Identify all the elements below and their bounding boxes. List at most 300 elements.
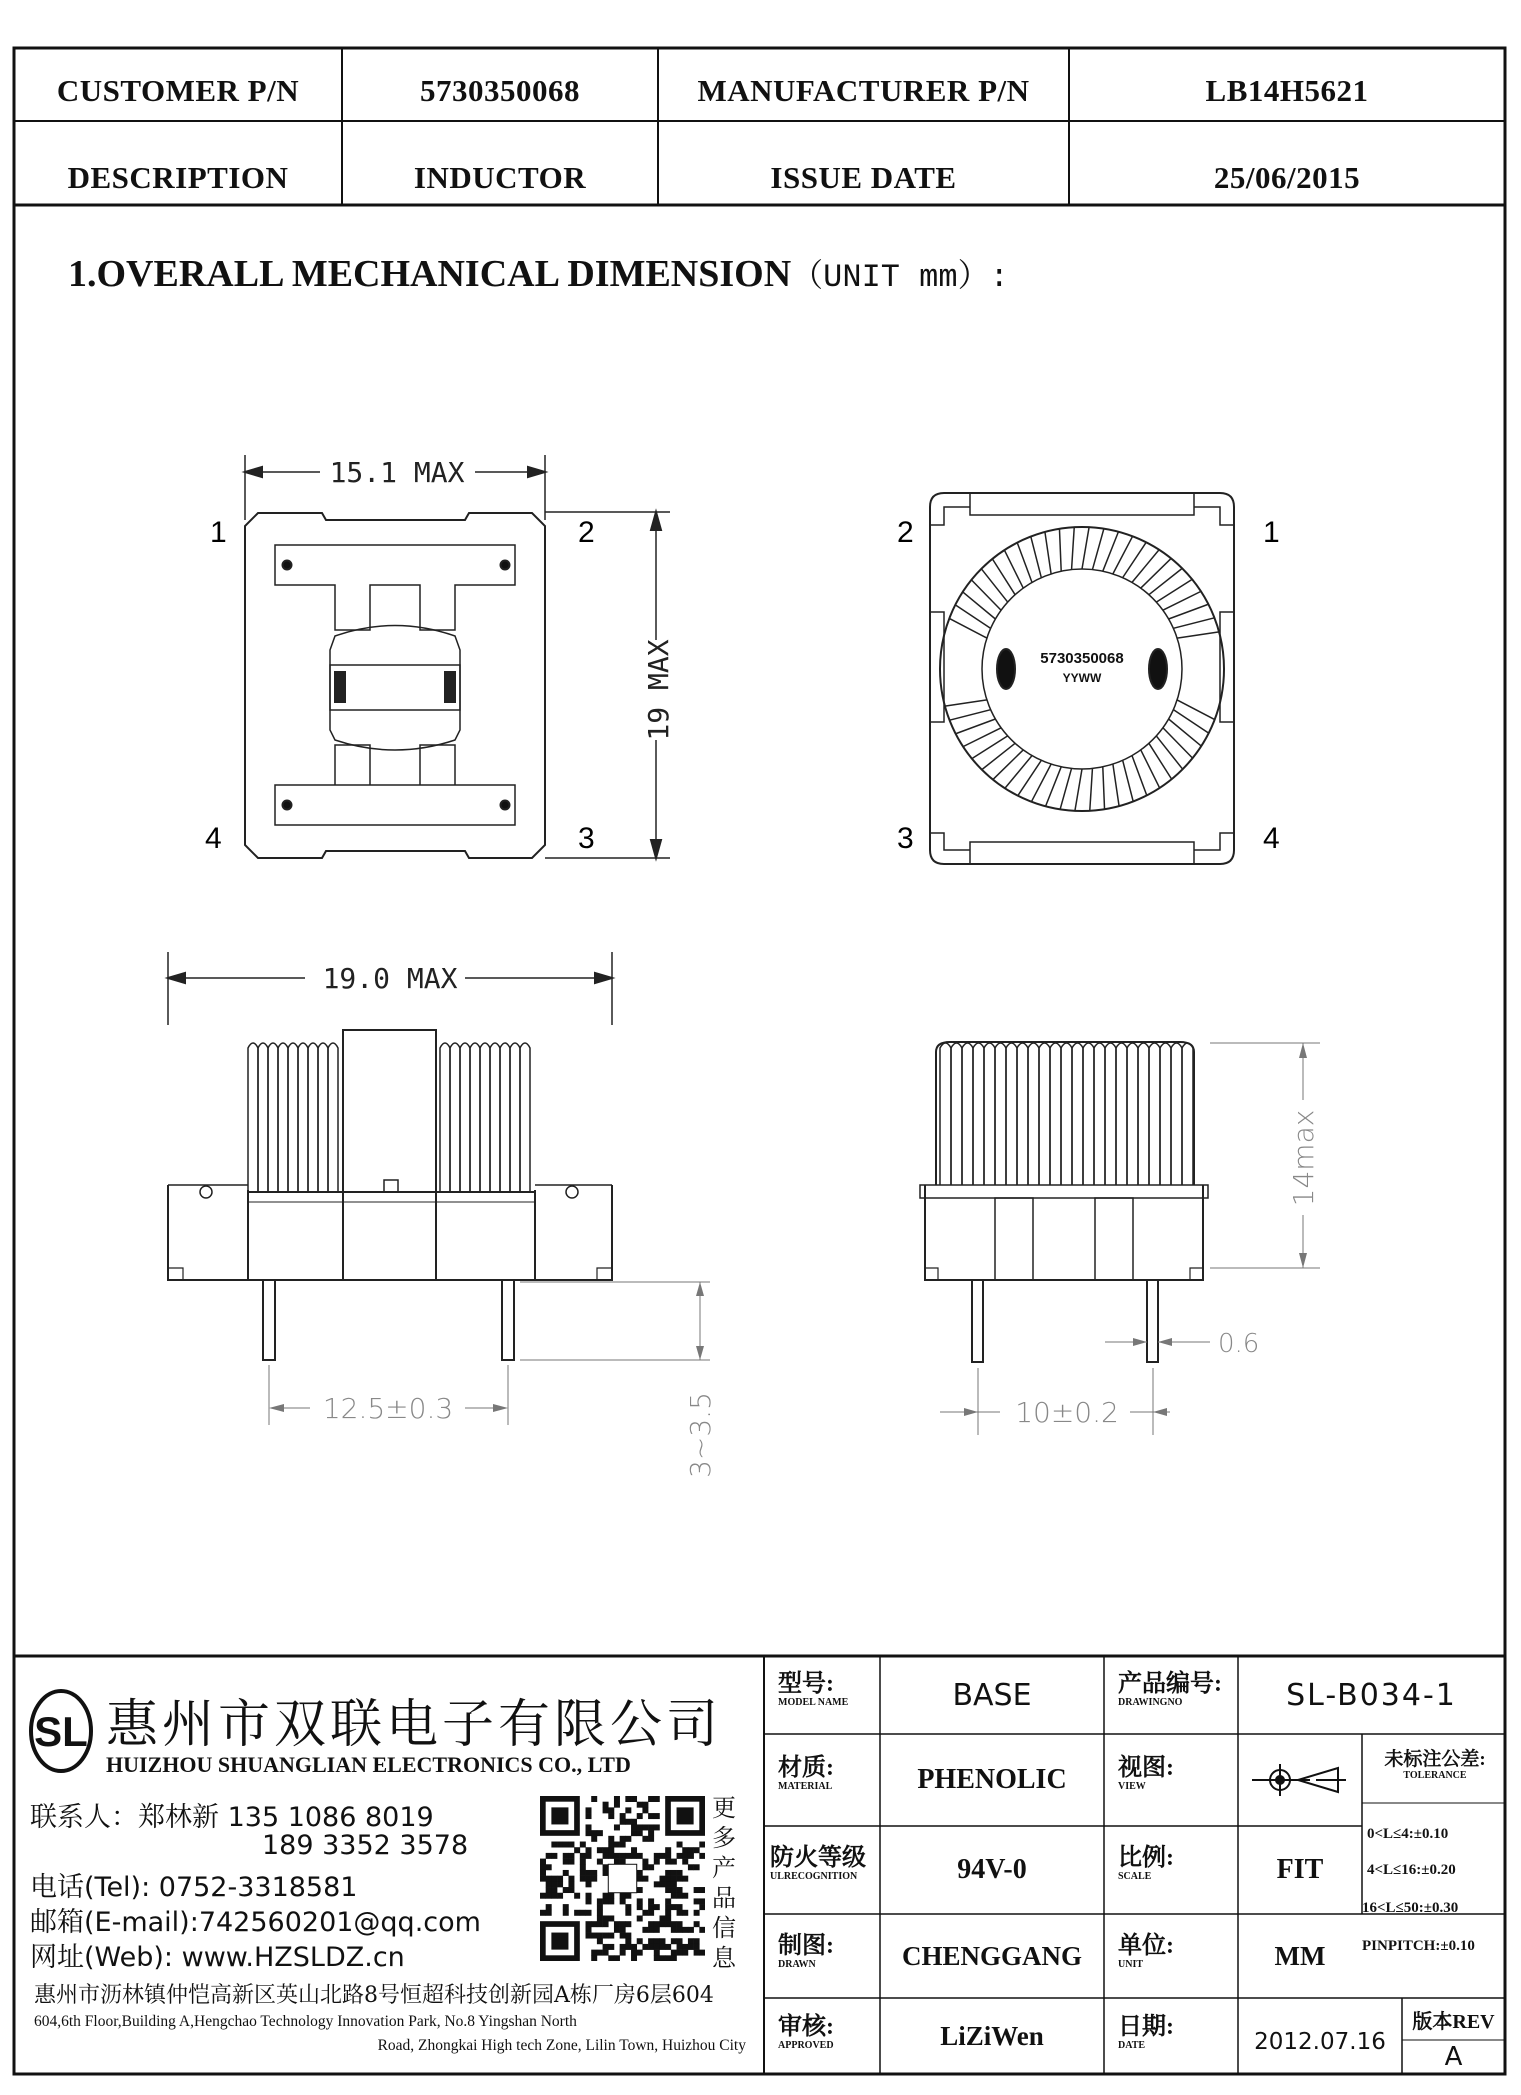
qr-module: [580, 1842, 586, 1848]
qr-module: [631, 1830, 637, 1836]
pin-label-4: 4: [205, 822, 222, 855]
tb-unit-label: 单位: UNIT: [1118, 1933, 1174, 1970]
qr-module: [694, 1898, 700, 1904]
qr-module: [654, 1813, 660, 1819]
qr-module: [625, 1893, 631, 1899]
qr-module: [546, 1910, 552, 1916]
winding-rib: [450, 1043, 460, 1192]
qr-module: [620, 1933, 626, 1939]
winding-turn: [1169, 604, 1209, 619]
qr-module: [671, 1870, 677, 1876]
qr-module: [546, 1853, 552, 1859]
qr-module: [608, 1915, 614, 1921]
winding-turn: [1075, 769, 1082, 811]
tolerance-line-4: PINPITCH:±0.10: [1362, 1938, 1475, 1954]
qr-module: [620, 1921, 626, 1927]
qr-module: [677, 1950, 683, 1956]
dim-top-height: 19 MAX: [642, 639, 675, 741]
qr-module: [665, 1847, 671, 1853]
qr-module: [603, 1915, 609, 1921]
qr-module: [580, 1876, 586, 1882]
winding-rib: [940, 1043, 951, 1185]
qr-module: [625, 1819, 631, 1825]
qr-module: [654, 1938, 660, 1944]
dim-pin-diameter: 0.6: [1218, 1329, 1260, 1359]
winding-turn: [993, 750, 1023, 780]
qr-module: [625, 1796, 631, 1802]
winding-turn: [1103, 767, 1105, 809]
logo-letters: SL: [34, 1708, 88, 1755]
qr-center-logo: [608, 1864, 636, 1892]
winding-turn: [1113, 764, 1119, 806]
qr-module: [631, 1950, 637, 1956]
company-name-en: HUIZHOU SHUANGLIAN ELECTRONICS CO., LTD: [106, 1752, 631, 1777]
winding-rib: [1083, 1043, 1094, 1185]
qr-module: [563, 1870, 569, 1876]
tb-unit-value: MM: [1274, 1940, 1326, 1971]
tb-drawing-label: 产品编号: DRAWINGNO: [1118, 1671, 1222, 1708]
qr-module: [603, 1898, 609, 1904]
qr-module: [694, 1847, 700, 1853]
qr-module: [540, 1910, 546, 1916]
qr-module: [540, 1893, 546, 1899]
qr-module: [614, 1859, 620, 1865]
qr-module: [591, 1955, 597, 1961]
qr-module: [603, 1893, 609, 1899]
qr-module: [580, 1859, 586, 1865]
winding-rib: [973, 1043, 984, 1185]
qr-module: [608, 1955, 614, 1961]
winding-rib: [278, 1043, 288, 1192]
qr-module: [642, 1802, 648, 1808]
winding-rib: [318, 1043, 328, 1192]
winding-rib: [500, 1043, 510, 1192]
qr-module: [648, 1927, 654, 1933]
qr-module: [671, 1876, 677, 1882]
qr-module: [597, 1933, 603, 1939]
qr-module: [591, 1921, 597, 1927]
qr-module: [637, 1830, 643, 1836]
qr-module: [563, 1910, 569, 1916]
tb-model-label: 型号: MODEL NAME: [778, 1671, 849, 1708]
qr-module: [591, 1796, 597, 1802]
winding-rib: [308, 1043, 318, 1192]
qr-module: [654, 1853, 660, 1859]
winding-turn: [963, 592, 996, 619]
front-view: [920, 1042, 1320, 1435]
qr-module: [620, 1893, 626, 1899]
winding-turn: [1103, 532, 1119, 571]
qr-module: [625, 1921, 631, 1927]
qr-module: [597, 1904, 603, 1910]
qr-module: [648, 1796, 654, 1802]
qr-module: [597, 1910, 603, 1916]
winding-turn: [1082, 527, 1089, 569]
qr-module: [654, 1955, 660, 1961]
qr-module: [603, 1921, 609, 1927]
qr-module: [682, 1893, 688, 1899]
qr-module: [563, 1904, 569, 1910]
winding-turn: [1031, 537, 1042, 578]
qr-module: [586, 1893, 592, 1899]
tb-scale-label: 比例: SCALE: [1118, 1845, 1174, 1882]
qr-module: [699, 1853, 705, 1859]
qr-module: [574, 1893, 580, 1899]
qr-module: [568, 1887, 574, 1893]
qr-module: [614, 1802, 620, 1808]
qr-module: [694, 1921, 700, 1927]
qr-module: [648, 1938, 654, 1944]
company-address-cn: 惠州市沥林镇仲恺高新区英山北路8号恒超科技创新园A栋厂房6层604: [34, 1983, 714, 2008]
qr-module: [603, 1870, 609, 1876]
qr-module: [659, 1915, 665, 1921]
qr-module: [671, 1893, 677, 1899]
tolerance-line-2: 4<L≤16:±0.20: [1367, 1862, 1456, 1878]
coil-pin-label-4: 4: [1263, 822, 1280, 855]
qr-module: [654, 1796, 660, 1802]
qr-module: [688, 1847, 694, 1853]
top-view: [245, 455, 670, 858]
qr-module: [688, 1927, 694, 1933]
qr-module: [654, 1904, 660, 1910]
qr-module: [603, 1944, 609, 1950]
qr-module: [614, 1842, 620, 1848]
issue-date-label: ISSUE DATE: [770, 159, 957, 195]
winding-rib: [1050, 1043, 1061, 1185]
qr-module: [659, 1853, 665, 1859]
qr-module: [637, 1898, 643, 1904]
winding-turn: [1141, 558, 1171, 588]
qr-module: [620, 1927, 626, 1933]
qr-module: [586, 1898, 592, 1904]
qr-module: [551, 1842, 557, 1848]
coil-pin-label-2: 2: [897, 516, 914, 549]
qr-module: [625, 1910, 631, 1916]
manufacturer-pn-value: LB14H5621: [1205, 72, 1369, 108]
winding-rib: [1105, 1043, 1116, 1185]
qr-module: [688, 1938, 694, 1944]
qr-module: [597, 1859, 603, 1865]
qr-module: [568, 1876, 574, 1882]
company-web: 网址(Web): www.HZSLDZ.cn: [30, 1942, 405, 1973]
qr-module: [677, 1876, 683, 1882]
qr-finder-core: [677, 1807, 694, 1824]
tb-date-label: 日期: DATE: [1118, 2014, 1174, 2051]
side-view: [168, 952, 710, 1425]
tolerance-line-3: 16<L≤50:±0.30: [1362, 1900, 1459, 1916]
qr-module: [671, 1859, 677, 1865]
qr-module: [637, 1876, 643, 1882]
winding-rib: [480, 1043, 490, 1192]
winding-turn: [1090, 768, 1093, 810]
winding-rib: [1127, 1043, 1138, 1185]
qr-module: [694, 1910, 700, 1916]
winding-turn: [1060, 768, 1071, 809]
qr-module: [603, 1853, 609, 1859]
qr-module: [637, 1824, 643, 1830]
qr-module: [637, 1802, 643, 1808]
qr-module: [654, 1921, 660, 1927]
qr-module: [603, 1807, 609, 1813]
qr-module: [608, 1893, 614, 1899]
qr-module: [586, 1847, 592, 1853]
qr-module: [608, 1813, 614, 1819]
winding-rib: [298, 1043, 308, 1192]
qr-module: [682, 1853, 688, 1859]
winding-turn: [1072, 527, 1075, 569]
tb-view-label: 视图: VIEW: [1118, 1755, 1174, 1792]
qr-module: [648, 1824, 654, 1830]
qr-module: [597, 1830, 603, 1836]
tb-date-value: 2012.07.16: [1254, 2029, 1386, 2055]
logo-mark: [26, 1686, 96, 1776]
qr-module: [557, 1893, 563, 1899]
qr-module: [654, 1881, 660, 1887]
qr-module: [648, 1944, 654, 1950]
qr-module: [637, 1950, 643, 1956]
qr-module: [620, 1836, 626, 1842]
qr-module: [677, 1887, 683, 1893]
qr-module: [586, 1881, 592, 1887]
qr-module: [659, 1938, 665, 1944]
qr-module: [625, 1807, 631, 1813]
qr-module: [586, 1824, 592, 1830]
qr-module: [694, 1864, 700, 1870]
winding-rib: [288, 1043, 298, 1192]
qr-module: [586, 1933, 592, 1939]
qr-module: [699, 1842, 705, 1848]
winding-turn: [1092, 529, 1103, 570]
qr-module: [568, 1842, 574, 1848]
qr-module: [620, 1898, 626, 1904]
qr-module: [648, 1864, 654, 1870]
winding-turn: [1017, 543, 1032, 583]
qr-module: [648, 1836, 654, 1842]
qr-module: [603, 1933, 609, 1939]
winding-turn: [982, 743, 1015, 769]
tb-rev-value: A: [1444, 2042, 1463, 2072]
tb-drawn-value: CHENGGANG: [901, 1940, 1082, 1971]
winding-rib: [460, 1043, 470, 1192]
qr-module: [586, 1853, 592, 1859]
winding-turn: [1169, 719, 1202, 746]
winding-rib: [248, 1043, 258, 1192]
qr-module: [654, 1859, 660, 1865]
winding-turn: [1005, 756, 1032, 789]
qr-module: [551, 1876, 557, 1882]
qr-module: [620, 1813, 626, 1819]
qr-module: [682, 1847, 688, 1853]
qr-module: [551, 1887, 557, 1893]
qr-caption: 更多产品信息: [712, 1794, 736, 1972]
qr-module: [677, 1910, 683, 1916]
qr-module: [665, 1887, 671, 1893]
qr-module: [591, 1836, 597, 1842]
qr-module: [637, 1938, 643, 1944]
winding-turn: [1149, 568, 1182, 594]
winding-turn: [1132, 756, 1147, 796]
qr-module: [591, 1950, 597, 1956]
qr-module: [671, 1921, 677, 1927]
qr-module: [608, 1898, 614, 1904]
company-contact: 联系人：郑林新 135 1086 8019: [30, 1802, 434, 1833]
qr-module: [591, 1933, 597, 1939]
qr-module: [648, 1904, 654, 1910]
qr-module: [637, 1813, 643, 1819]
winding-rib: [962, 1043, 973, 1185]
winding-rib: [1039, 1043, 1050, 1185]
dim-top-width: 15.1 MAX: [329, 456, 465, 489]
qr-module: [586, 1807, 592, 1813]
qr-code: [540, 1796, 705, 1961]
qr-module: [557, 1881, 563, 1887]
winding-turn: [1177, 632, 1219, 638]
qr-module: [694, 1938, 700, 1944]
qr-module: [665, 1876, 671, 1882]
qr-module: [671, 1927, 677, 1933]
winding-rib: [470, 1043, 480, 1192]
qr-module: [682, 1950, 688, 1956]
qr-module: [608, 1842, 614, 1848]
qr-module: [677, 1921, 683, 1927]
qr-module: [563, 1859, 569, 1865]
qr-module: [586, 1927, 592, 1933]
qr-module: [580, 1870, 586, 1876]
company-tel: 电话(Tel): 0752-3318581: [30, 1872, 358, 1903]
qr-module: [659, 1876, 665, 1882]
qr-module: [620, 1853, 626, 1859]
qr-module: [642, 1927, 648, 1933]
qr-module: [597, 1898, 603, 1904]
qr-module: [546, 1864, 552, 1870]
winding-rib: [490, 1043, 500, 1192]
winding-turn: [1163, 728, 1193, 758]
qr-module: [699, 1898, 705, 1904]
winding-rib: [1171, 1043, 1182, 1185]
winding-rib: [520, 1043, 530, 1192]
qr-module: [625, 1938, 631, 1944]
winding-turn: [1059, 529, 1061, 571]
qr-module: [659, 1944, 665, 1950]
qr-module: [620, 1944, 626, 1950]
qr-module: [665, 1881, 671, 1887]
qr-module: [586, 1813, 592, 1819]
qr-module: [620, 1859, 626, 1865]
coil-pin-label-3: 3: [897, 822, 914, 855]
winding-rib: [328, 1043, 338, 1192]
qr-module: [614, 1921, 620, 1927]
qr-module: [665, 1910, 671, 1916]
issue-date-value: 25/06/2015: [1213, 159, 1361, 195]
qr-module: [586, 1921, 592, 1927]
qr-module: [546, 1887, 552, 1893]
winding-turn: [956, 719, 996, 734]
marking-date-code: YYWW: [1062, 671, 1102, 685]
winding-turn: [1123, 760, 1134, 801]
qr-module: [568, 1859, 574, 1865]
marking-part-number: 5730350068: [1040, 650, 1124, 667]
qr-module: [694, 1950, 700, 1956]
qr-module: [699, 1950, 705, 1956]
manufacturer-pn-label: MANUFACTURER P/N: [697, 72, 1030, 108]
qr-module: [642, 1864, 648, 1870]
winding-turn: [1132, 550, 1159, 583]
qr-module: [642, 1824, 648, 1830]
coil-pin-label-1: 1: [1263, 516, 1280, 549]
winding-rib: [1149, 1043, 1160, 1185]
qr-module: [631, 1796, 637, 1802]
qr-module: [631, 1944, 637, 1950]
pin-label-1: 1: [210, 516, 227, 549]
qr-module: [671, 1938, 677, 1944]
qr-module: [665, 1904, 671, 1910]
qr-module: [631, 1824, 637, 1830]
tb-ul-label: 防火等级 ULRECOGNITION: [770, 1845, 866, 1882]
qr-module: [648, 1830, 654, 1836]
company-logo: [26, 1686, 96, 1776]
qr-module: [699, 1887, 705, 1893]
section-unit: （UNIT mm）:: [791, 259, 1009, 296]
winding-turn: [945, 700, 987, 706]
tb-material-value: PHENOLIC: [917, 1764, 1067, 1795]
qr-module: [603, 1864, 609, 1870]
qr-module: [637, 1904, 643, 1910]
qr-module: [608, 1933, 614, 1939]
customer-pn-label: CUSTOMER P/N: [56, 72, 300, 108]
qr-module: [665, 1944, 671, 1950]
company-email: 邮箱(E-mail):742560201@qq.com: [30, 1907, 481, 1938]
winding-rib: [1116, 1043, 1127, 1185]
qr-module: [574, 1910, 580, 1916]
winding-rib: [1061, 1043, 1072, 1185]
winding-turn: [981, 569, 1007, 602]
qr-module: [597, 1938, 603, 1944]
qr-module: [677, 1904, 683, 1910]
tb-model-value: BASE: [952, 1677, 1032, 1713]
winding-turn: [950, 710, 991, 721]
qr-module: [665, 1853, 671, 1859]
qr-module: [591, 1830, 597, 1836]
qr-module: [682, 1876, 688, 1882]
qr-module: [608, 1853, 614, 1859]
qr-module: [608, 1944, 614, 1950]
qr-module: [677, 1938, 683, 1944]
qr-module: [671, 1881, 677, 1887]
winding-rib: [440, 1043, 450, 1192]
qr-module: [563, 1842, 569, 1848]
qr-module: [665, 1870, 671, 1876]
qr-module: [688, 1853, 694, 1859]
qr-module: [671, 1955, 677, 1961]
qr-module: [665, 1898, 671, 1904]
qr-module: [659, 1955, 665, 1961]
qr-module: [637, 1887, 643, 1893]
winding-rib: [1028, 1043, 1039, 1185]
company-address-en-2: Road, Zhongkai High tech Zone, Lilin Town, Huizhou City: [377, 2037, 746, 2054]
qr-module: [591, 1876, 597, 1882]
qr-module: [671, 1950, 677, 1956]
qr-module: [625, 1836, 631, 1842]
qr-module: [694, 1944, 700, 1950]
qr-module: [648, 1898, 654, 1904]
qr-module: [677, 1944, 683, 1950]
winding-rib: [1017, 1043, 1028, 1185]
qr-module: [677, 1893, 683, 1899]
qr-module: [568, 1853, 574, 1859]
qr-module: [671, 1904, 677, 1910]
winding-rib: [1182, 1043, 1193, 1185]
winding-turn: [1156, 736, 1182, 769]
